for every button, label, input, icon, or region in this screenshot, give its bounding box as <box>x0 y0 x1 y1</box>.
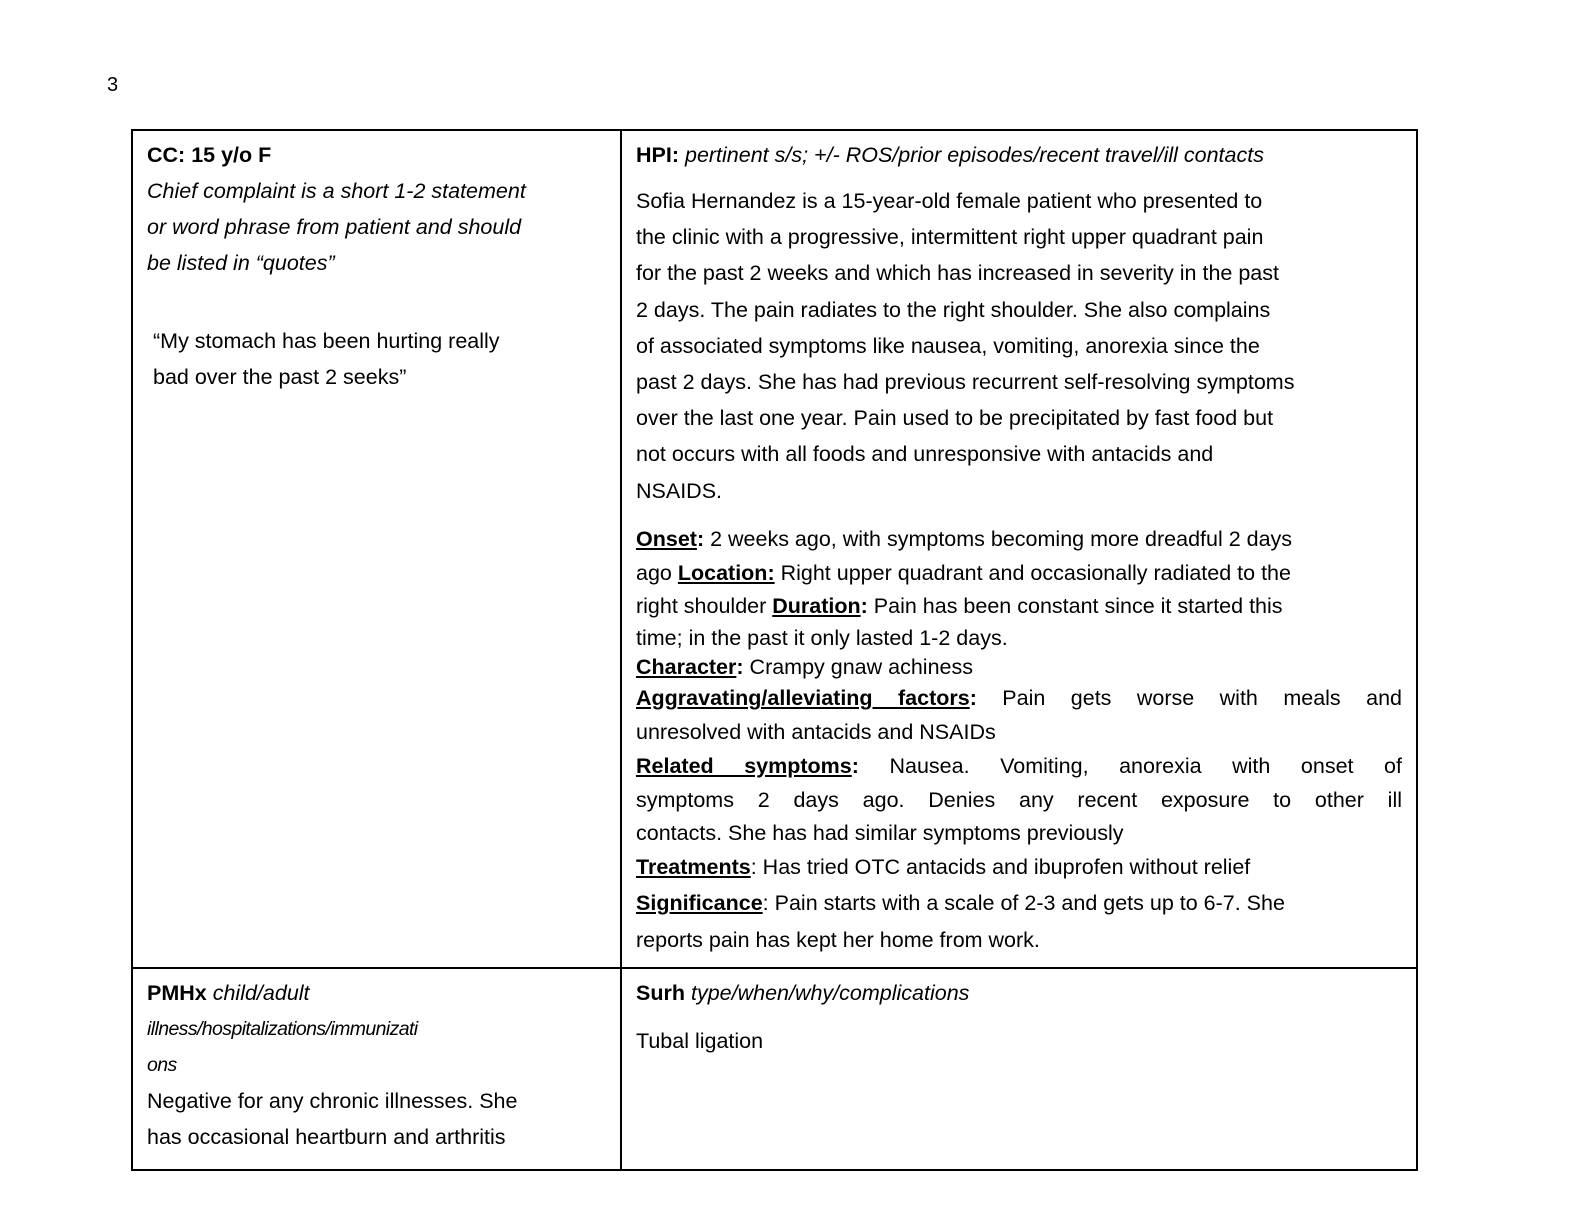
duration-label: Duration <box>772 594 861 619</box>
chief-complaint-quote <box>147 323 606 395</box>
soap-note-table <box>131 129 1418 1171</box>
onset-label: Onset <box>636 526 697 551</box>
treatments-text: Has tried OTC antacids and ibuprofen without relief <box>756 855 1251 880</box>
hpi-line: past 2 days. She has had previous recurrent self-resolving symptoms <box>636 370 1295 395</box>
significance-line-cont: reports pain has kept her home from work. <box>636 928 1040 952</box>
surh-heading <box>636 975 1402 1011</box>
cc-value: 15 y/o F <box>191 143 272 167</box>
duration-line: right shoulder Duration: Pain has been constant since it started this <box>636 594 1283 619</box>
surh-cell <box>621 968 1417 1170</box>
related-line: Related symptoms: Nausea. Vomiting, anorexia with onset of <box>636 753 1402 778</box>
location-text-cont: right shoulder <box>636 594 773 619</box>
quote-line: “My stomach has been hurting really <box>153 329 500 353</box>
character-text: Crampy gnaw achiness <box>743 655 973 680</box>
cc-label: CC: <box>147 143 186 167</box>
hpi-cell <box>621 130 1417 968</box>
aggravating-text: Pain gets worse with meals and <box>976 686 1402 711</box>
hpi-label: HPI: <box>636 143 679 167</box>
character-line: Character: Crampy gnaw achiness <box>636 655 973 680</box>
surh-instruction: type/when/why/complications <box>690 981 970 1005</box>
aggravating-line: Aggravating/alleviating factors: Pain gets worse with meals and <box>636 686 1402 711</box>
significance-label: Significance <box>636 891 763 915</box>
table-row <box>132 968 1417 1170</box>
related-line-cont: symptoms 2 days ago. Denies any recent exposure to other ill <box>636 787 1402 812</box>
hpi-line: NSAIDS. <box>636 478 723 503</box>
cc-instruction-line: be listed in “quotes” <box>147 251 335 275</box>
hpi-line: 2 days. The pain radiates to the right shoulder. She also complains <box>636 297 1271 322</box>
pmhx-heading <box>147 975 606 1011</box>
surh-label: Surh <box>636 981 685 1005</box>
treatments-line: Treatments: Has tried OTC antacids and ibuprofen without relief <box>636 855 1251 880</box>
related-line-cont: contacts. She has had similar symptoms previously <box>636 821 1124 846</box>
pmhx-cell <box>132 968 621 1170</box>
hpi-line: over the last one year. Pain used to be precipitated by fast food but <box>636 406 1274 431</box>
onset-text-cont: ago <box>636 560 678 585</box>
location-label: Location: <box>677 560 775 585</box>
hpi-line: of associated symptoms like nausea, vomiting, anorexia since the <box>636 333 1260 358</box>
hpi-instruction: pertinent s/s; +/- ROS/prior episodes/recent travel/ill contacts <box>684 143 1264 167</box>
pmhx-instruction-line: illness/hospitalizations/immunizati <box>147 1018 418 1040</box>
onset-line: Onset: 2 weeks ago, with symptoms becoming more dreadful 2 days <box>636 526 1293 551</box>
location-text: Right upper quadrant and occasionally radiated to the <box>774 560 1291 585</box>
cc-instruction-line: or word phrase from patient and should <box>147 215 522 239</box>
cc-instruction-line: Chief complaint is a short 1-2 statement <box>147 179 526 203</box>
related-text: Nausea. Vomiting, anorexia with onset of <box>858 753 1402 778</box>
pmhx-instruction-line: ons <box>147 1054 177 1076</box>
duration-text: Pain has been constant since it started this <box>867 594 1283 619</box>
significance-text: Pain starts with a scale of 2-3 and gets up to 6-7. She <box>768 891 1285 915</box>
table-row <box>132 130 1417 968</box>
surh-body: Tubal ligation <box>636 1029 764 1053</box>
quote-line: bad over the past 2 seeks” <box>153 365 407 389</box>
location-line <box>636 557 1402 591</box>
aggravating-line-cont: unresolved with antacids and NSAIDs <box>636 720 996 745</box>
treatments-label: Treatments <box>636 855 751 880</box>
significance-line: Significance: Pain starts with a scale of 2-3 and gets up to 6-7. She <box>636 891 1285 915</box>
related-label: Related symptoms <box>636 753 852 778</box>
hpi-line: Sofia Hernandez is a 15-year-old female patient who presented to <box>636 189 1263 213</box>
hpi-line: not occurs with all foods and unresponsive with antacids and <box>636 442 1214 467</box>
pmhx-label: PMHx <box>147 981 207 1005</box>
duration-line-cont: time; in the past it only lasted 1-2 days. <box>636 626 1008 651</box>
pmhx-instruction: child/adult <box>212 981 310 1005</box>
onset-text: 2 weeks ago, with symptoms becoming more dreadful 2 days <box>704 526 1293 551</box>
hpi-narrative <box>636 183 1402 509</box>
character-label: Character <box>636 655 737 680</box>
page-number: 3 <box>107 74 119 96</box>
cc-cell <box>132 130 621 968</box>
cc-heading <box>147 137 606 173</box>
aggravating-label: Aggravating/alleviating factors <box>636 686 970 711</box>
hpi-line: for the past 2 weeks and which has increased in severity in the past <box>636 261 1279 286</box>
pmhx-body-line: has occasional heartburn and arthritis <box>147 1125 506 1149</box>
oldcarts-section <box>636 523 1402 959</box>
cc-instruction <box>147 173 606 281</box>
hpi-line: the clinic with a progressive, intermittent right upper quadrant pain <box>636 225 1264 250</box>
hpi-heading <box>636 137 1402 173</box>
pmhx-body-line: Negative for any chronic illnesses. She <box>147 1089 518 1113</box>
